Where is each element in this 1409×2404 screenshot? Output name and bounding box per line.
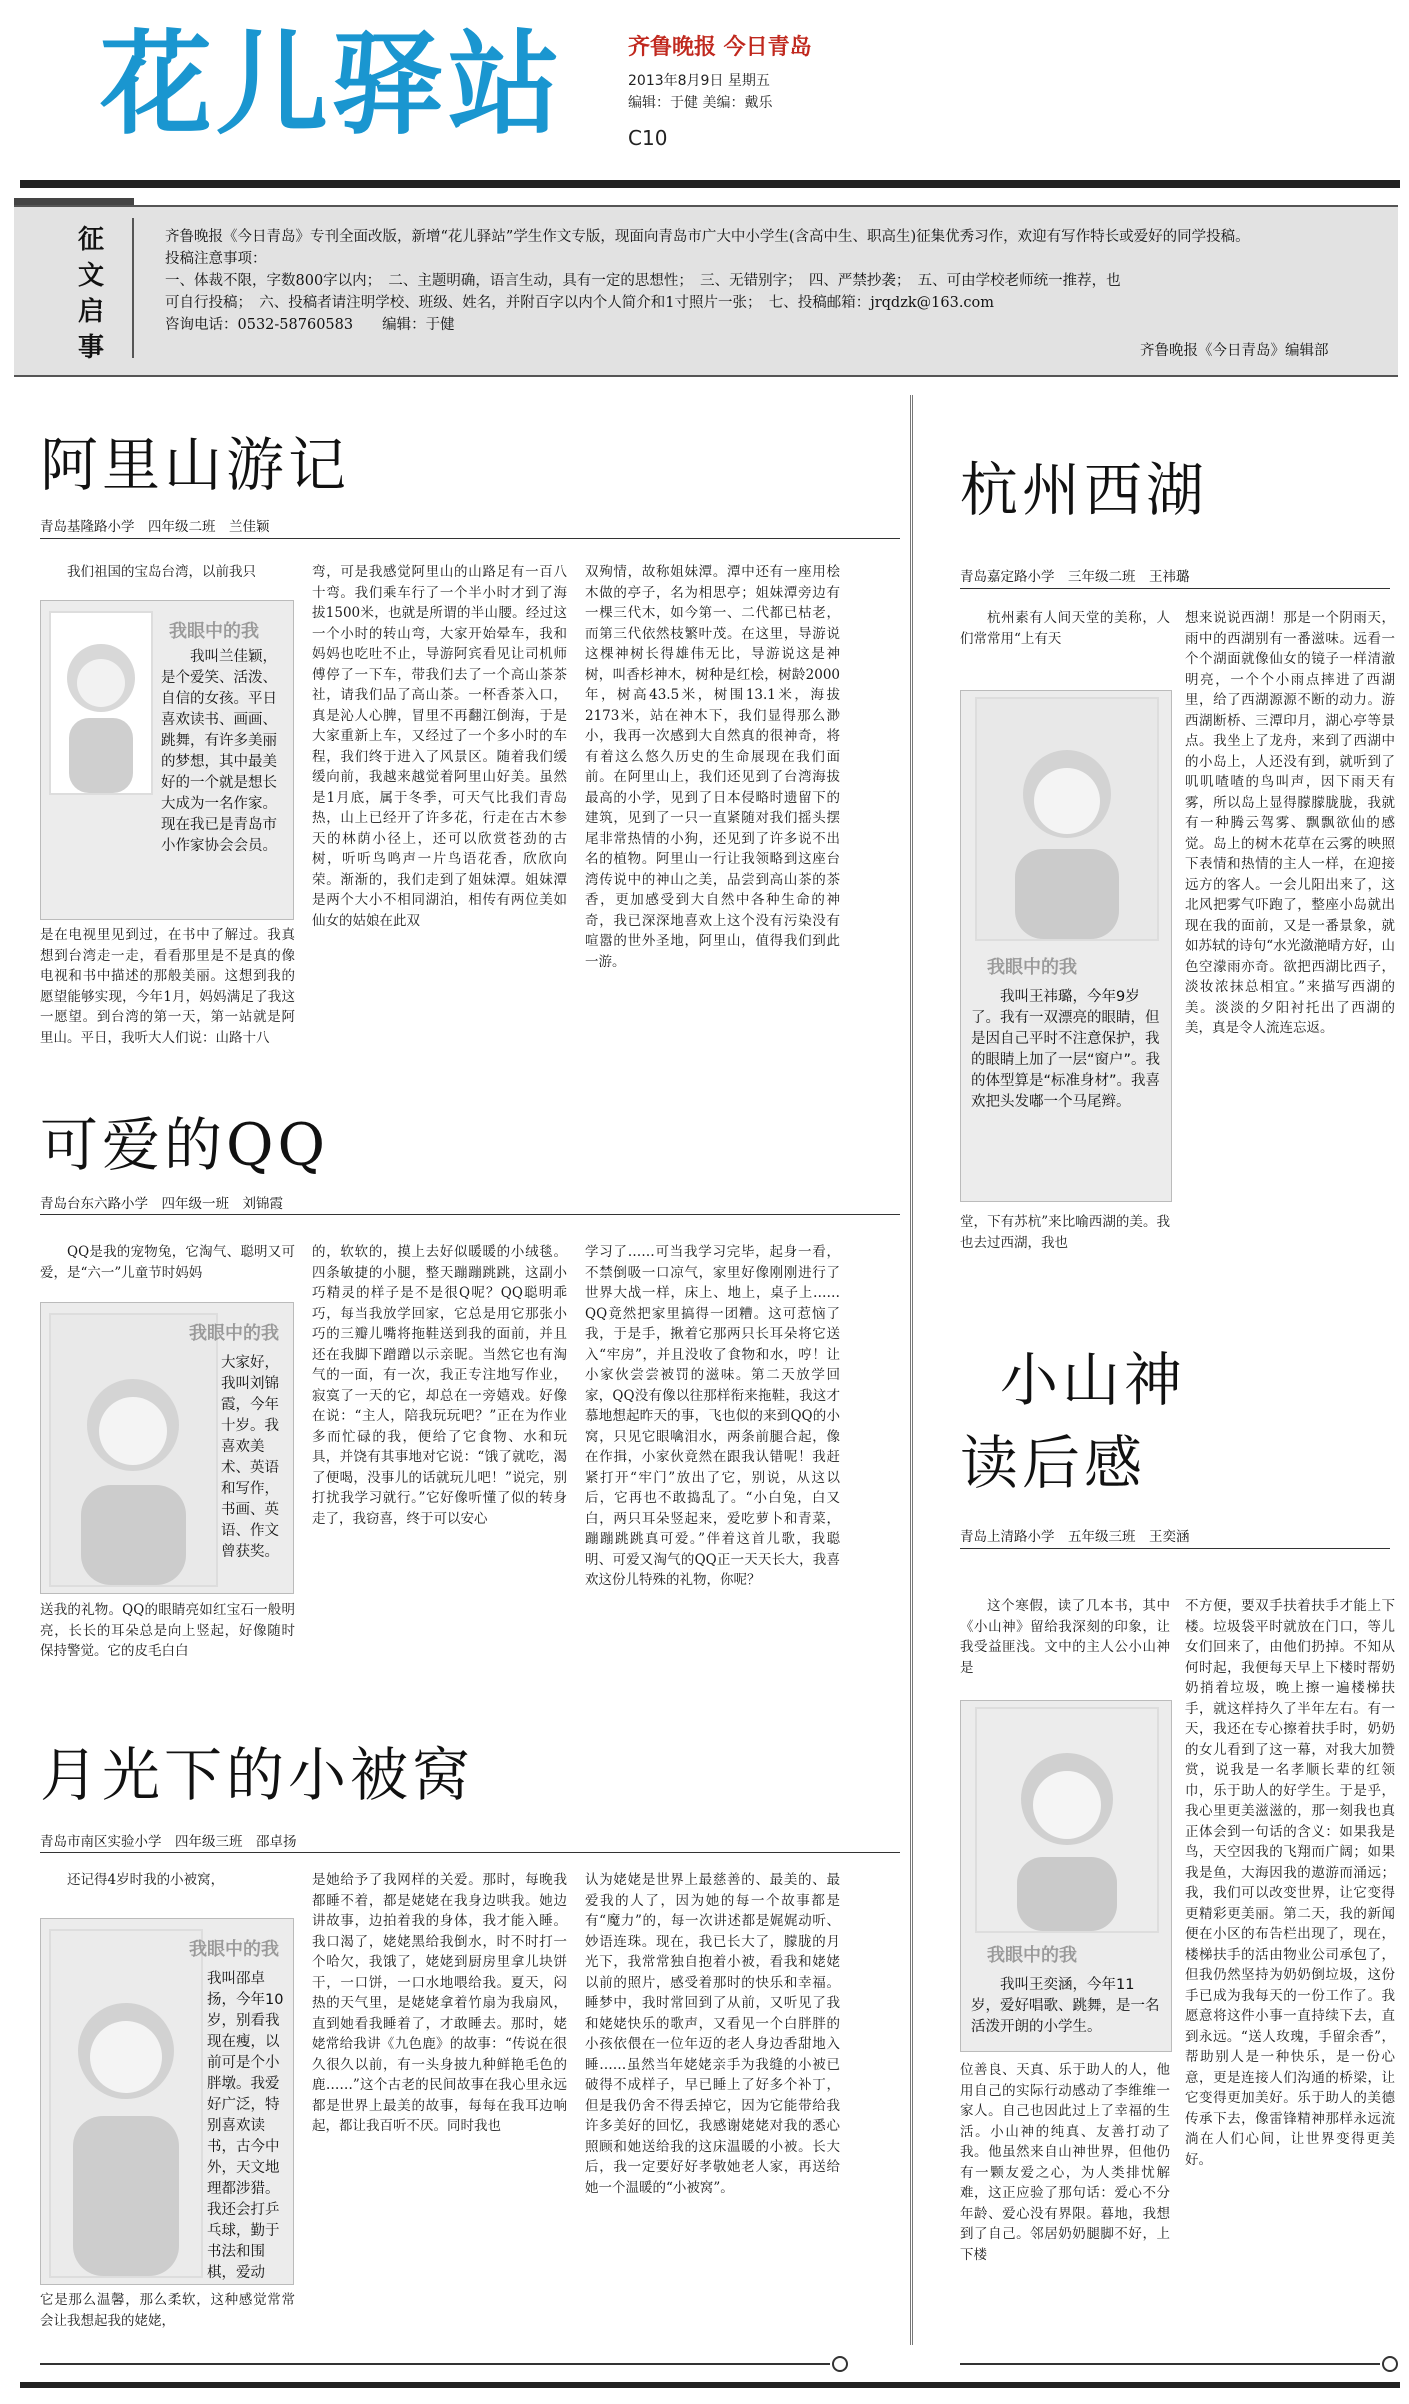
notice-rules-line1: 一、体裁不限，字数800字以内； 二、主题明确，语言生动，具有一定的思想性； 三、无错别字； 四、严禁抄袭； 五、可由学校老师统一推荐，也 [165, 273, 1121, 289]
byline-rule [40, 538, 900, 539]
end-circle-icon [1382, 2356, 1398, 2372]
article-text-westlake-col1a: 杭州素有人间天堂的美称，人们常常用“上有天 [960, 610, 1170, 647]
author-photo [975, 1707, 1159, 1933]
article-title-qq: 可爱的QQ [40, 1111, 330, 1179]
article-title-westlake: 杭州西湖 [960, 456, 1209, 524]
page-number: C10 [628, 126, 668, 150]
end-rule [960, 2363, 1380, 2365]
end-rule [40, 2363, 830, 2365]
notice-heading: 投稿注意事项： [165, 251, 267, 267]
notice-rules-line2: 可自行投稿； 六、投稿者请注明学校、班级、姓名，并附百字以内个人简介和1寸照片一张； 七、投稿邮箱：jrqdzk@163.com [165, 295, 995, 311]
article-byline-alishan: 青岛基隆路小学 四年级二班 兰佳颖 [40, 519, 270, 535]
issue-date: 2013年8月9日 星期五 [628, 73, 770, 89]
article-text-quilt-col2: 是她给予了我网样的关爱。那时，每晚我都睡不着，都是姥姥在我身边哄我。她边讲故事，边拍着我的身体，我才能入睡。我口渴了，姥姥黑给我倒水，时不时打一个哈欠，我饿了，姥姥到厨房里拿儿块饼干，一口饼，一口水地喂给我。夏天，闷热的天气里，是姥姥拿着竹扇为我扇风，直到她看我睡着了，才敢睡去。那时，姥姥常给我讲《九色鹿》的故事：“传说在很久很久以前，有一头身披九种鲜艳毛色的鹿……”这个古老的民间故事在我心里永远都是世界上最美的故事，每每在我耳边响起，都让我百听不厌。同时我也 [312, 1872, 567, 2134]
notice-divider [132, 218, 134, 358]
top-rule [20, 180, 1400, 188]
notice-signature: 齐鲁晚报《今日青岛》编辑部 [1140, 343, 1329, 359]
article-text-alishan-col1a: 我们祖国的宝岛台湾，以前我只 [67, 564, 256, 580]
photo-label: 我眼中的我 [189, 1939, 279, 1960]
article-text-qq-col1b: 送我的礼物。QQ的眼睛亮如红宝石一般明亮，长长的耳朵总是向上竖起，好像随时保持警觉。它的皮毛白白 [40, 1602, 295, 1659]
article-byline-quilt: 青岛市南区实验小学 四年级三班 邵卓扬 [40, 1834, 297, 1850]
byline-rule [40, 1852, 900, 1853]
article-title-alishan: 阿里山游记 [40, 431, 351, 499]
article-text-quilt-col3: 认为姥姥是世界上最慈善的、最美的、最爱我的人了，因为她的每一个故事都是有“魔力”的，每一次讲述都是娓娓动听、妙语连珠。现在，我已长大了，朦胧的月光下，我常常独自抱着小被，看我和姥姥以前的照片，感受着那时的快乐和幸福。睡梦中，我时常回到了从前，又听见了我和姥姥快乐的歌声，又看见一个白胖胖的小孩依偎在一位年迈的老人身边香甜地入睡……虽然当年姥姥亲手为我缝的小被已破得不成样子，早已睡上了好多个补丁，但是我仍舍不得丢掉它，因为它能带给我许多美好的回忆，我感谢姥姥对我的悉心照顾和她送给我的这床温暖的小被。长大后，我一定要好好孝敬她老人家，再送给她一个温暖的“小被窝”。 [585, 1872, 840, 2196]
article-text-alishan-col2: 弯，可是我感觉阿里山的山路足有一百八十弯。我们乘车行了一个半小时才到了海拔1500米，也就是所谓的半山腰。经过这一个小时的转山弯，大家开始晕车，我和妈妈也吃吐不止，导游阿宾看见让司机师傅停了一下车，带我们去了一个高山茶茶社，请我们品了高山茶。一杯香茶入口，真是沁人心脾，冒里不再翻江倒海，于是大家重新上车，又经过了一个多小时的车程，我们终于进入了风景区。随着我们缓缓向前，我越来越觉着阿里山好美。虽然是1月底，属于冬季，可天气比我们青岛热，山上已经开了许多花，行走在古木参天的林荫小径上，还可以欣赏苍劲的古树，听听鸟鸣声一片鸟语花香，欣欣向荣。渐渐的，我们走到了姐妹潭。姐妹潭是两个大小不相同湖泊，相传有两位美如仙女的姑娘在此双 [312, 564, 567, 929]
article-text-mountain-col1b: 位善良、天真、乐于助人的人，他用自己的实际行动感动了李维维一家人。自己也因此过上了幸福的生活。小山神的纯真、友善打动了我。他虽然来自山神世界，但他仍有一颗友爱之心，为人类排忧解难，这正应验了那句话：爱心不分年龄、爱心没有界限。暮地，我想到了自己。邻居奶奶腿脚不好，上下楼 [960, 2062, 1170, 2263]
article-text-qq-col1a: QQ是我的宠物兔，它淘气、聪明又可爱，是“六一”儿童节时妈妈 [40, 1244, 295, 1281]
byline-rule [960, 1548, 1390, 1549]
article-text-alishan-col1b: 是在电视里见到过，在书中了解过。我真想到台湾走一走，看看那里是不是真的像电视和书中描述的那般美丽。这想到我的愿望能够实现，今年1月，妈妈满足了我这一愿望。到台湾的第一天，第一站就是阿里山。平日，我听大人们说：山路十八 [40, 927, 295, 1046]
author-photo-box [40, 1918, 294, 2285]
article-byline-qq: 青岛台东六路小学 四年级一班 刘锦霞 [40, 1196, 283, 1212]
byline-rule [960, 588, 1390, 589]
author-bio: 我叫兰佳颖，是个爱笑、活泼、自信的女孩。平日喜欢读书、画画、跳舞，有许多美丽的梦想，其中最美好的一个就是想长大成为一名作家。现在我已是青岛市小作家协会会员。 [161, 649, 277, 854]
author-bio: 大家好，我叫刘锦霞，今年十岁。我喜欢美术、英语和写作，书画、英语、作文曾获奖。 [221, 1355, 279, 1560]
section-title: 花儿驿站 [100, 20, 564, 150]
article-title-mountain-line2: 读后感 [960, 1429, 1147, 1497]
author-bio: 我叫王祎璐，今年9岁了。我有一双漂亮的眼睛，但是因自己平时不注意保护，我的眼睛上加了一层“窗户”。我的体型算是“标准身材”。我喜欢把头发嘟一个马尾辫。 [971, 989, 1161, 1110]
photo-label: 我眼中的我 [169, 621, 259, 642]
article-text-qq-col2: 的，软软的，摸上去好似暖暖的小绒毯。四条敏捷的小腿，整天蹦蹦跳跳，这副小巧精灵的样子是不是很Q呢？QQ聪明乖巧，每当我放学回家，它总是用它那张小巧的三瓣儿嘴将拖鞋送到我的面前，并且还在我脚下蹭蹭以示亲昵。当然它也有淘气的一面，有一次，我正专注地写作业，寂寞了一天的它，却总在一旁嬉戏。好像在说：“主人，陪我玩玩吧？”正在为作业多而忙碌的我，便给了它食物、水和玩具，并饶有其事地对它说：“饿了就吃，渴了便喝，没事儿的话就玩儿吧！”说完，别打扰我学习就行。”它好像听懂了似的转身走了，我窃喜，终于可以安心 [312, 1244, 567, 1527]
photo-label: 我眼中的我 [987, 957, 1077, 978]
column-divider [910, 395, 913, 2345]
editors: 编辑：于健 美编：戴乐 [628, 95, 773, 111]
photo-label: 我眼中的我 [189, 1323, 279, 1344]
article-byline-mountain: 青岛上清路小学 五年级三班 王奕涵 [960, 1529, 1190, 1545]
author-photo-box [960, 690, 1172, 1202]
author-photo-box [960, 1700, 1172, 2052]
article-text-quilt-col1a: 还记得4岁时我的小被窝， [67, 1872, 225, 1888]
byline-rule [40, 1214, 900, 1215]
author-photo [49, 1929, 203, 2278]
article-title-mountain-line1: 小山神 [1000, 1346, 1187, 1414]
newspaper-brand: 齐鲁晚报 今日青岛 [628, 34, 812, 60]
end-circle-icon [832, 2356, 848, 2372]
author-photo [975, 697, 1159, 941]
notice-contact: 咨询电话：0532-58760583 编辑：于健 [165, 317, 455, 333]
article-text-mountain-col1a: 这个寒假，读了几本书，其中《小山神》留给我深刻的印象，让我受益匪浅。文中的主人公小山神是 [960, 1598, 1170, 1676]
photo-label: 我眼中的我 [987, 1945, 1077, 1966]
article-text-qq-col3: 学习了……可当我学习完毕，起身一看，不禁倒吸一口凉气，家里好像刚刚进行了世界大战一样，床上、地上，桌子上……QQ竟然把家里搞得一团糟。这可惹恼了我，于是手，揪着它那两只长耳朵将它送入“牢房”，并且没收了食物和水，哼！让小家伙尝尝被罚的滋味。第二天放学回家，QQ没有像以往那样衔来拖鞋，我这才慕地想起昨天的事，飞也似的来到QQ的小窝，只见它眼噙泪水，两条前腿合起，像在作揖，小家伙竟然在跟我认错呢！我赶紧打开“牢门”放出了它，别说，从这以后，它再也不敢捣乱了。“小白兔，白又白，两只耳朵竖起来，爱吃萝卜和青菜，蹦蹦跳跳真可爱。”伴着这首儿歌，我聪明、可爱又淘气的QQ正一天天长大，我喜欢这份儿特殊的礼物，你呢？ [585, 1244, 840, 1588]
article-text-westlake-col1b: 堂，下有苏杭”来比喻西湖的美。我也去过西湖，我也 [960, 1214, 1170, 1251]
author-photo [49, 611, 153, 795]
author-photo-box [40, 1302, 294, 1594]
article-text-mountain-col2: 不方便，要双手扶着扶手才能上下楼。垃圾袋平时就放在门口，等儿女们回来了，由他们扔掉。不知从何时起，我便每天早上下楼时帮奶奶捎着垃圾，晚上擦一遍楼梯扶手，就这样持久了半年左右。有一天，我还在专心擦着扶手时，奶奶的女儿看到了这一幕，对我大加赞赏，说我是一名孝顺长辈的红领巾，乐于助人的好学生。于是乎，我心里更美滋滋的，那一刻我也真正体会到一句话的含义：如果我是鸟，天空因我的飞翔而广阔；如果我是鱼，大海因我的遨游而涌远；我，我们可以改变世界，让它变得更精彩更美丽。第二天，我的新闻便在小区的布告栏出现了，现在，楼梯扶手的活由物业公司承包了，但我仍然坚持为奶奶倒垃圾，这份手已成为我每天的一份工作了。我愿意将这件小事一直持续下去，直到永远。“送人玫瑰，手留余香”，帮助别人是一种快乐，是一份心意，更是连接人们沟通的桥梁，让它变得更加美好。乐于助人的美德传承下去，像雷锋精神那样永远流淌在人们心间，让世界变得更美好。 [1185, 1598, 1395, 2168]
author-bio: 我叫王奕涵，今年11岁，爱好唱歌、跳舞，是一名活泼开朗的小学生。 [971, 1977, 1160, 2035]
notice-label: 征文启事 [78, 225, 105, 363]
author-photo [49, 1313, 218, 1587]
notice-intro: 齐鲁晚报《今日青岛》专刊全面改版，新增“花儿驿站”学生作文专版，现面向青岛市广大中小学生(含高中生、职高生)征集优秀习作，欢迎有写作特长或爱好的同学投稿。 [165, 229, 1250, 245]
article-text-quilt-col1b: 它是那么温馨，那么柔软，这种感觉常常会让我想起我的姥姥， [40, 2292, 295, 2329]
article-byline-westlake: 青岛嘉定路小学 三年级二班 王祎璐 [960, 569, 1190, 585]
bottom-rule [20, 2382, 1400, 2388]
article-text-alishan-col3: 双殉情，故称姐妹潭。潭中还有一座用桧木做的亭子，名为相思亭；姐妹潭旁边有一棵三代木，如今第一、二代都已枯老，而第三代依然枝繁叶茂。在这里，导游说这棵神树长得雄伟无比，导游说这是神树，叫香杉神木，树种是红桧，树龄2000年，树高43.5米，树围13.1米，海拔2173米，站在神木下，我们显得那么渺小，我再一次感到大自然真的很神奇，将有着这么悠久历史的生命展现在我们面前。在阿里山上，我们还见到了台湾海拔最高的小学，见到了日本侵略时遗留下的建筑，见到了一只一直紧随对我们摇头摆尾非常热情的小狗，还见到了许多说不出名的植物。阿里山一行让我领略到这座台湾传说中的神山之美，品尝到高山茶的茶香，更加感受到大自然中各种生命的神奇，我已深深地喜欢上这个没有污染没有喧嚣的世外圣地，阿里山，值得我们到此一游。 [585, 564, 840, 970]
article-text-westlake-col2: 想来说说西湖！那是一个阴雨天，雨中的西湖别有一番滋味。远看一个个湖面就像仙女的镜子一样清澈明亮，一个个小雨点摔进了西湖里，给了西湖源源不断的动力。游西湖断桥、三潭印月，湖心亭等景点。我坐上了龙舟，来到了西湖中的小岛上，人还没有到，就听到了叽叽喳喳的鸟叫声，因下雨天有雾，所以岛上显得朦朦胧胧，我就有一种腾云驾雾、飘飘欲仙的感觉。岛上的树木花草在云雾的映照下表情和热情的主人一样，在迎接远方的客人。一会儿阳出来了，这北风把雾气吓跑了，整座小岛就出现在我的面前，又是一番景象，就如苏轼的诗句“水光潋滟晴方好，山色空濛雨亦奇。欲把西湖比西子，淡妆浓抹总相宜。”来描写西湖的美。淡淡的夕阳衬托出了西湖的美，真是令人流连忘返。 [1185, 610, 1395, 1036]
author-photo-box [40, 600, 294, 920]
article-title-quilt: 月光下的小被窝 [40, 1741, 475, 1809]
author-bio: 我叫邵卓扬，今年10岁，别看我现在瘦，以前可是个小胖墩。我爱好广泛，特别喜欢读书，古今中外，天文地理都涉猎。我还会打乒乓球，勤于书法和围棋，爱动 [207, 1971, 284, 2281]
